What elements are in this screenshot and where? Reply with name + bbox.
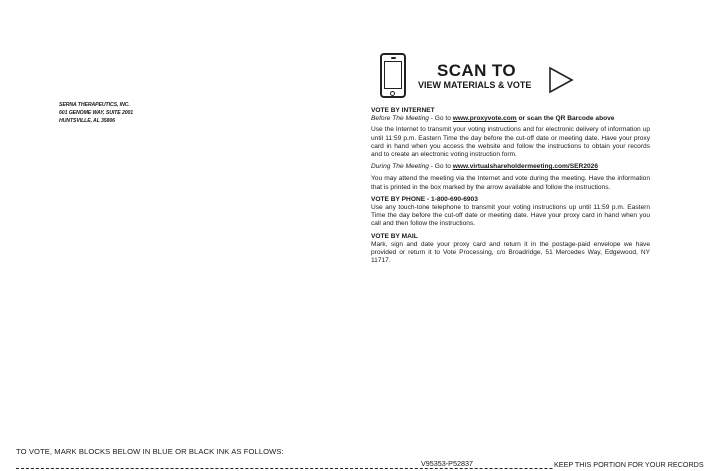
smartphone-icon [380, 53, 406, 98]
internet-body: Use the Internet to transmit your voting instructions and for electronic delivery of information up until 11:59 p.m. Eastern Time the day before the cut-off date or meeting date. Have your proxy card in hand when you access the website and follow the instructions to obtain your records and to create an electronic voting instruction form. [371, 126, 650, 159]
sender-address-line1: 601 GENOME WAY, SUITE 2001 [59, 110, 134, 116]
during-meeting-text: - Go to [428, 163, 453, 171]
phone-heading: VOTE BY PHONE - 1-800-690-6903 [371, 195, 478, 203]
before-meeting-suffix: or scan the QR Barcode above [516, 115, 615, 123]
sender-address-block [59, 101, 133, 125]
control-code: V95353-P52837 [421, 459, 473, 468]
sender-company: SERNA THERAPEUTICS, INC. [59, 102, 130, 108]
during-meeting-label: During The Meeting [371, 163, 429, 171]
before-meeting-text: - Go to [428, 115, 453, 123]
mail-heading: VOTE BY MAIL [371, 232, 418, 240]
during-meeting-body: You may attend the meeting via the Internet and vote during the meeting. Have the information that is printed in the box marked by the arrow available and follow the instructions. [371, 175, 650, 191]
mail-body: Mark, sign and date your proxy card and return it in the postage-paid envelope we have provided or return it to Vote Processing, c/o Broadridge, 51 Mercedes Way, Edgewood, NY 11717. [371, 240, 650, 265]
before-meeting-label: Before The Meeting [371, 115, 429, 123]
keep-portion-label: KEEP THIS PORTION FOR YOUR RECORDS [554, 460, 704, 469]
during-meeting-line [371, 163, 650, 171]
phone-body: Use any touch-tone telephone to transmit your voting instructions up until 11:59 p.m. Eastern Time the day before the cut-off date or meeting date. Have your proxy card in hand when you call and then follow the instructions. [371, 204, 650, 228]
proxyvote-link[interactable]: www.proxyvote.com [452, 115, 517, 123]
play-triangle-icon [548, 66, 574, 94]
voting-instructions [371, 107, 650, 269]
internet-heading: VOTE BY INTERNET [371, 107, 435, 114]
scan-subtitle: VIEW MATERIALS & VOTE [418, 80, 532, 90]
mark-instruction: TO VOTE, MARK BLOCKS BELOW IN BLUE OR BLACK INK AS FOLLOWS: [16, 447, 284, 456]
sender-address-line2: HUNTSVILLE, AL 35806 [59, 118, 115, 124]
scan-title: SCAN TO [437, 61, 516, 80]
before-meeting-line [371, 115, 650, 123]
scan-to-vote-header [380, 53, 580, 103]
virtual-meeting-link[interactable]: www.virtualshareholdermeeting.com/SER2026 [452, 163, 598, 171]
